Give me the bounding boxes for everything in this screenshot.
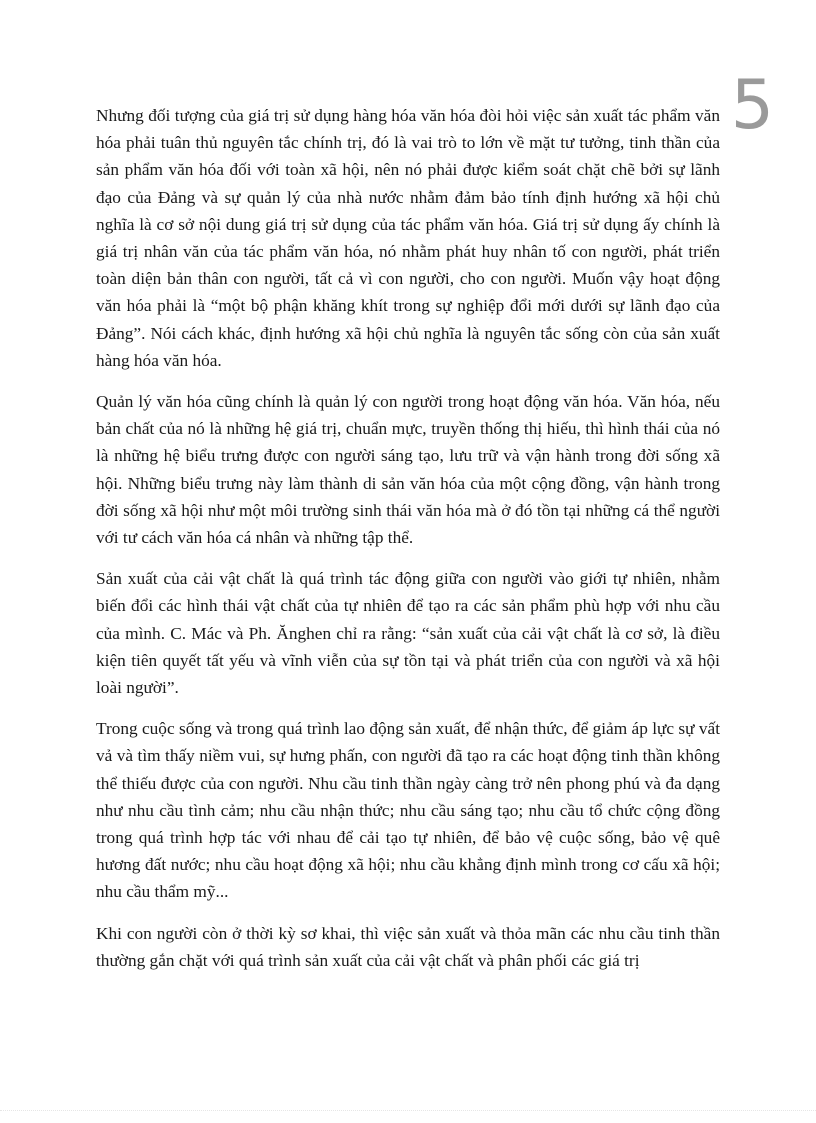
body-text bbox=[96, 102, 720, 988]
paragraph: Sản xuất của cải vật chất là quá trình tác động giữa con người vào giới tự nhiên, nhằm biến đổi các hình thái vật chất của tự nhiên để tạo ra các sản phẩm phù hợp với nhu cầu của mình. C. Mác và Ph. Ănghen chỉ ra rằng: “sản xuất của cải vật chất là cơ sở, là điều kiện tiên quyết tất yếu và vĩnh viễn của sự tồn tại và phát triển của con người và xã hội loài người”. bbox=[96, 569, 720, 698]
paragraph: Nhưng đối tượng của giá trị sử dụng hàng hóa văn hóa đòi hỏi việc sản xuất tác phẩm văn hóa phải tuân thủ nguyên tắc chính trị, đó là vai trò to lớn về mặt tư tưởng, tinh thần của sản phẩm văn hóa đối với toàn xã hội, nên nó phải được kiểm soát chặt chẽ bởi sự lãnh đạo của Đảng và sự quản lý của nhà nước nhằm đảm bảo tính định hướng xã hội chủ nghĩa là cơ sở nội dung giá trị sử dụng của tác phẩm văn hóa. Giá trị sử dụng ấy chính là giá trị nhân văn của tác phẩm văn hóa, nó nhằm phát huy nhân tố con người, phát triển toàn diện bản thân con người, tất cả vì con người, cho con người. Muốn vậy hoạt động văn hóa phải là “một bộ phận khăng khít trong sự nghiệp đổi mới dưới sự lãnh đạo của Đảng”. Nói cách khác, định hướng xã hội chủ nghĩa là nguyên tắc sống còn của sản xuất hàng hóa văn hóa. bbox=[96, 106, 720, 370]
page-bottom-divider bbox=[0, 1110, 816, 1111]
paragraph: Quản lý văn hóa cũng chính là quản lý con người trong hoạt động văn hóa. Văn hóa, nếu bản chất của nó là những hệ giá trị, chuẩn mực, truyền thống thị hiếu, thì hình thái của nó là những hệ biểu trưng được con người sáng tạo, lưu trữ và vận hành trong đời sống xã hội. Những biểu trưng này làm thành di sản văn hóa của một cộng đồng, vận hành trong đời sống xã hội như một môi trường sinh thái văn hóa mà ở đó tồn tại những cá thể người với tư cách văn hóa cá nhân và những tập thể. bbox=[96, 392, 720, 548]
paragraph: Khi con người còn ở thời kỳ sơ khai, thì việc sản xuất và thỏa mãn các nhu cầu tinh thần thường gắn chặt với quá trình sản xuất của cải vật chất và phân phối các giá trị bbox=[96, 923, 720, 970]
page-number: 5 bbox=[730, 66, 774, 145]
paragraph: Trong cuộc sống và trong quá trình lao động sản xuất, để nhận thức, để giảm áp lực sự vất vả và tìm thấy niềm vui, sự hưng phấn, con người đã tạo ra các hoạt động tinh thần không thể thiếu được của con người. Nhu cầu tinh thần ngày càng trở nên phong phú và đa dạng như nhu cầu tình cảm; nhu cầu nhận thức; nhu cầu sáng tạo; nhu cầu tổ chức cộng đồng trong quá trình hợp tác với nhau để cải tạo tự nhiên, để bảo vệ cuộc sống, bảo vệ quê hương đất nước; nhu cầu hoạt động xã hội; nhu cầu khẳng định mình trong cơ cấu xã hội; nhu cầu thẩm mỹ... bbox=[96, 719, 720, 902]
